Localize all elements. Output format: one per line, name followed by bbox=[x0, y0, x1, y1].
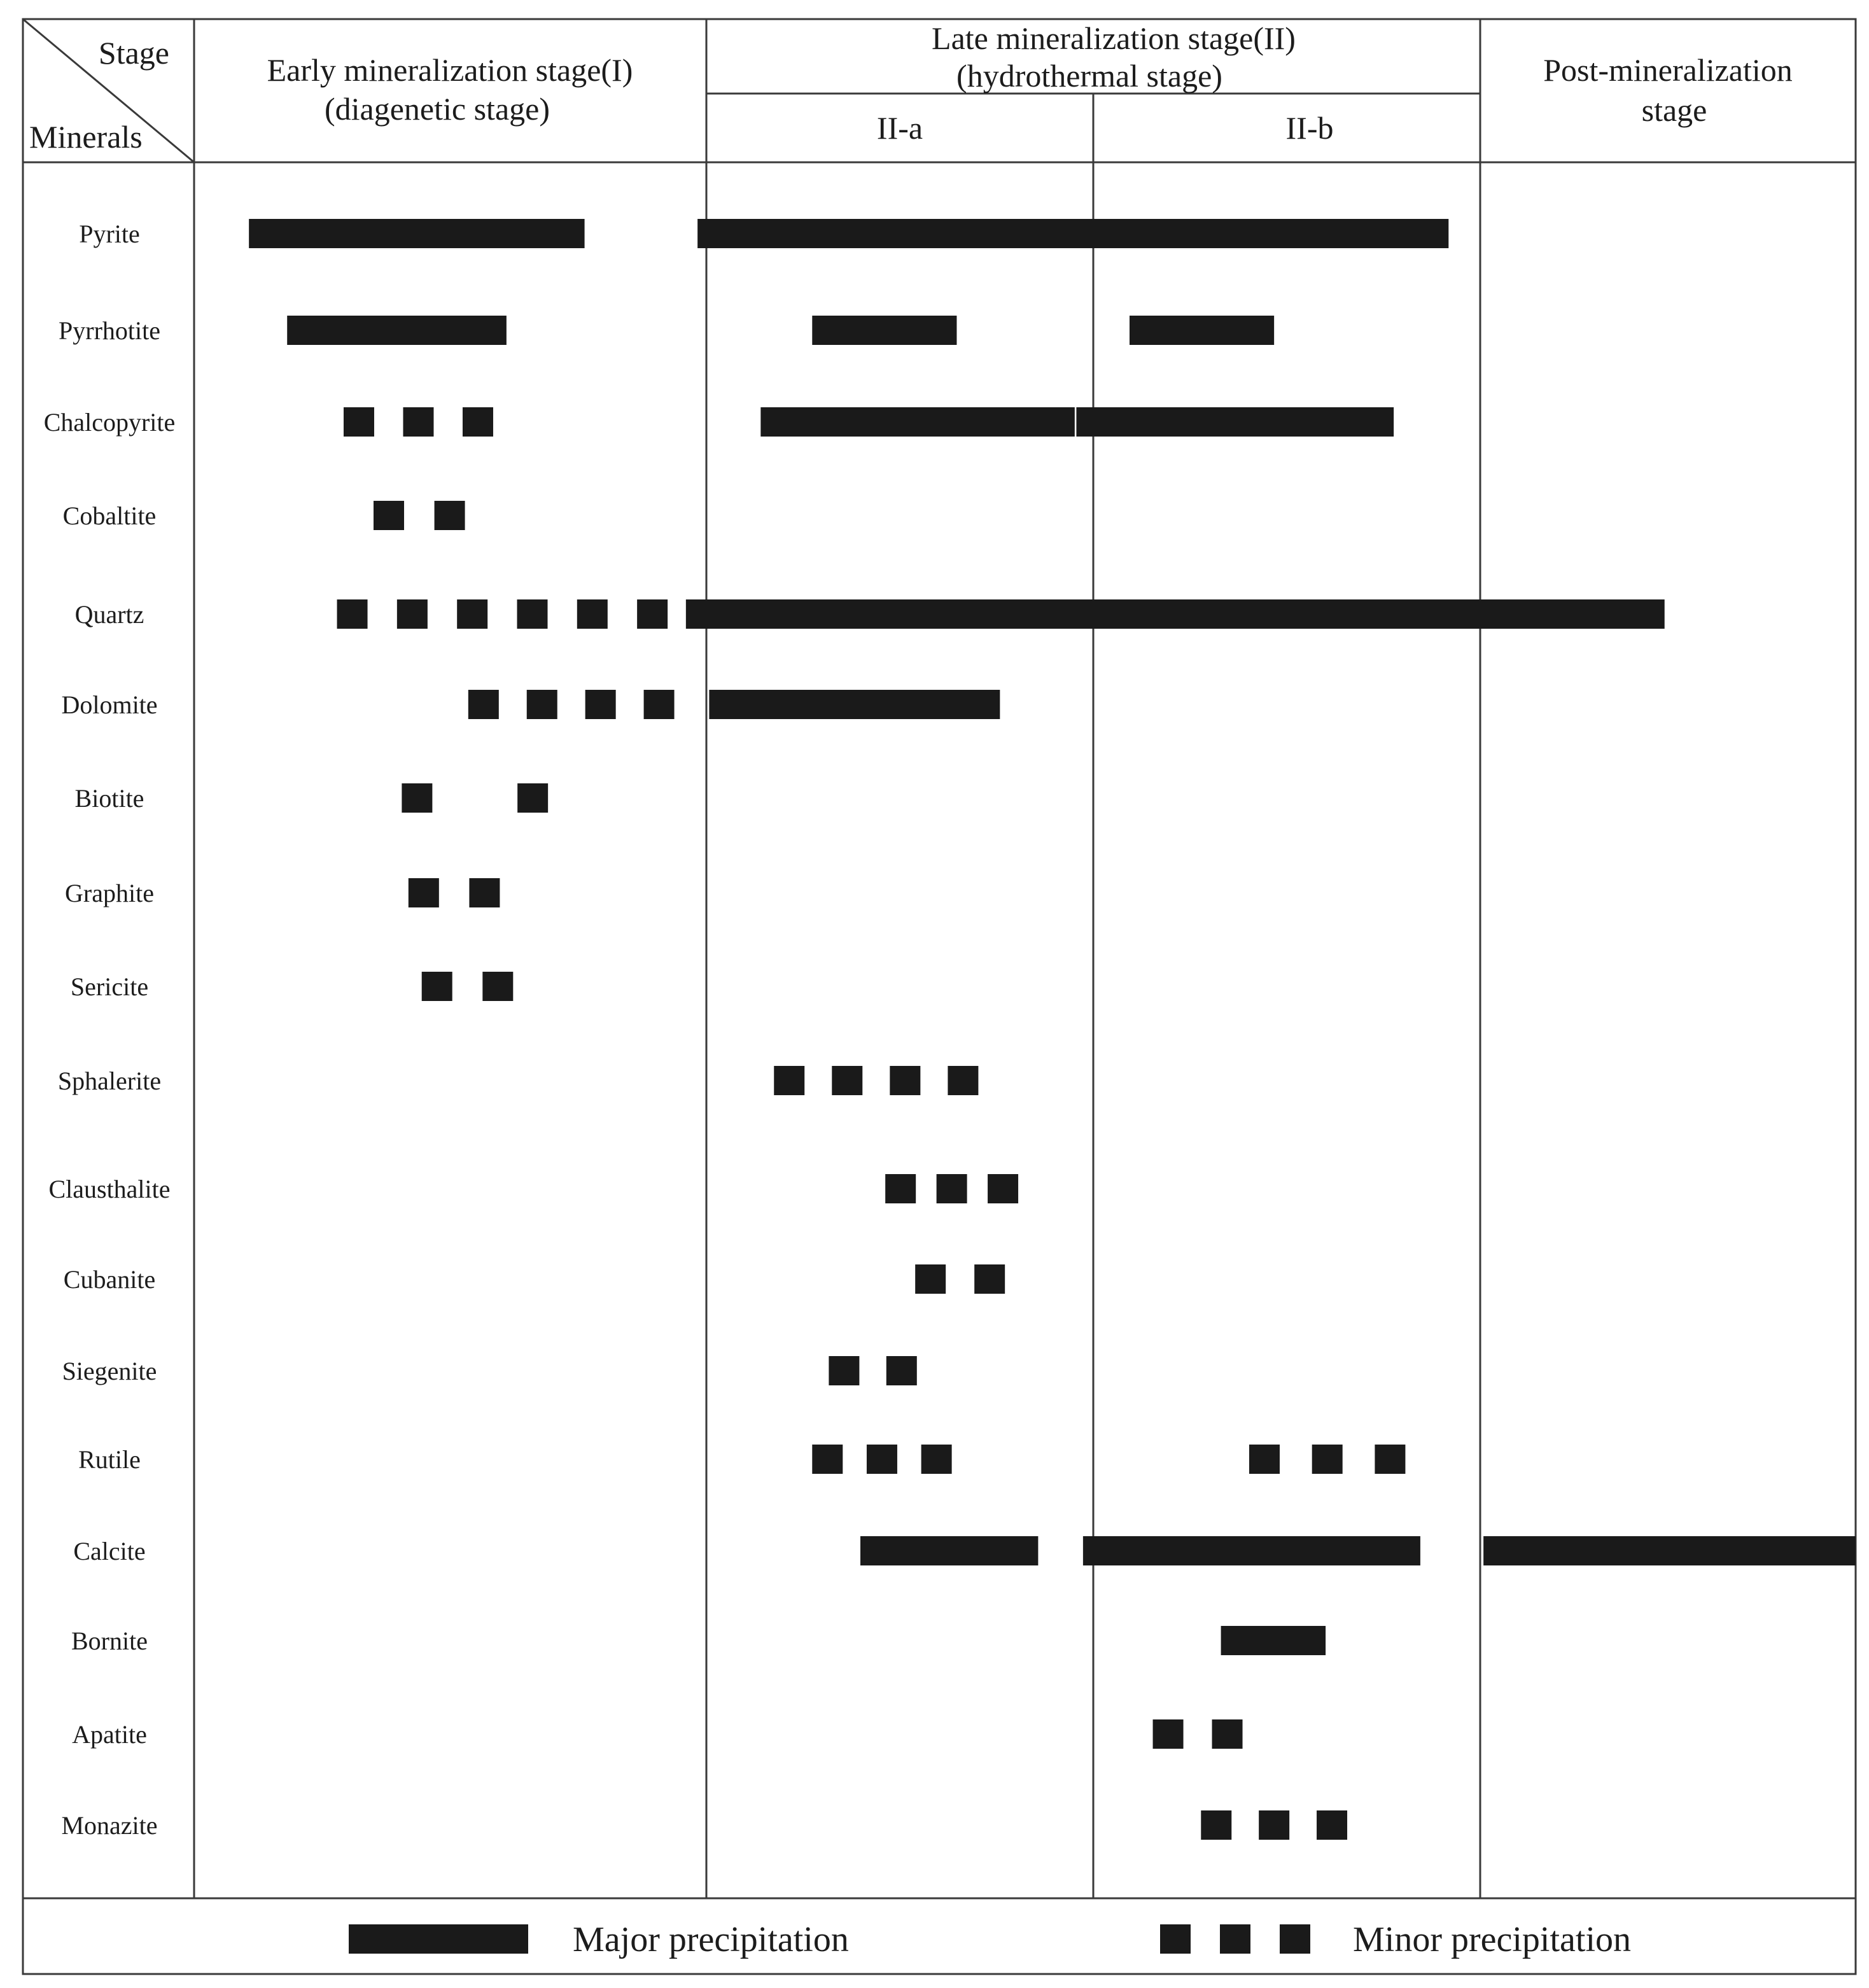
minor-precipitation-mark bbox=[1249, 1445, 1280, 1474]
minor-precipitation-mark bbox=[585, 690, 616, 719]
mineral-row-sphalerite bbox=[58, 1066, 978, 1095]
minor-precipitation-mark bbox=[1212, 1719, 1243, 1749]
minor-precipitation-mark bbox=[397, 599, 428, 629]
minor-precipitation-mark bbox=[948, 1066, 978, 1095]
major-precipitation-bar bbox=[709, 690, 1000, 719]
legend-minor-label: Minor precipitation bbox=[1353, 1920, 1632, 1959]
minor-precipitation-mark bbox=[1375, 1445, 1405, 1474]
mineral-row-bornite bbox=[71, 1626, 1326, 1655]
late-stage-title: Late mineralization stage(II) bbox=[932, 20, 1296, 56]
mineral-row-dolomite bbox=[61, 690, 1000, 719]
mineral-row-pyrite bbox=[79, 219, 1448, 248]
minor-precipitation-mark bbox=[886, 1356, 917, 1385]
mineral-row-calcite bbox=[73, 1536, 1856, 1565]
mineral-label: Graphite bbox=[65, 879, 154, 907]
minor-precipitation-mark bbox=[517, 783, 548, 813]
corner-minerals-label: Minerals bbox=[29, 119, 143, 155]
stage-header bbox=[29, 20, 1793, 155]
major-precipitation-bar bbox=[1083, 1536, 1420, 1565]
minor-precipitation-mark bbox=[921, 1445, 952, 1474]
mineral-row-sericite bbox=[71, 972, 513, 1001]
minor-precipitation-mark bbox=[915, 1264, 946, 1294]
mineral-label: Bornite bbox=[71, 1627, 148, 1655]
minor-precipitation-mark bbox=[527, 690, 557, 719]
mineral-label: Clausthalite bbox=[48, 1175, 171, 1203]
minor-precipitation-mark bbox=[463, 407, 493, 437]
mineral-label: Dolomite bbox=[61, 690, 158, 719]
legend bbox=[349, 1920, 1631, 1959]
minor-precipitation-mark bbox=[469, 878, 500, 907]
major-precipitation-bar bbox=[249, 219, 584, 248]
minor-precipitation-mark bbox=[435, 501, 465, 530]
corner-stage-label: Stage bbox=[98, 35, 169, 71]
minor-precipitation-mark bbox=[829, 1356, 859, 1385]
table-grid bbox=[23, 19, 1856, 1974]
minor-precipitation-mark bbox=[409, 878, 439, 907]
major-precipitation-bar bbox=[1221, 1626, 1326, 1655]
legend-minor-swatch bbox=[1160, 1924, 1310, 1954]
mineral-label: Monazite bbox=[61, 1811, 158, 1840]
legend-minor-mark bbox=[1280, 1924, 1310, 1954]
minor-precipitation-mark bbox=[890, 1066, 920, 1095]
minor-precipitation-mark bbox=[403, 407, 433, 437]
table-border bbox=[23, 19, 1856, 1974]
legend-major-swatch bbox=[349, 1924, 528, 1954]
minor-precipitation-mark bbox=[337, 599, 368, 629]
mineral-row-pyrrhotite bbox=[59, 316, 1274, 345]
minor-precipitation-mark bbox=[644, 690, 675, 719]
minor-precipitation-mark bbox=[812, 1445, 843, 1474]
mineral-label: Pyrrhotite bbox=[59, 316, 160, 345]
major-precipitation-bar bbox=[1076, 407, 1394, 437]
mineral-row-cubanite bbox=[64, 1264, 1005, 1294]
post-stage-subtitle: stage bbox=[1641, 92, 1707, 128]
mineral-rows bbox=[44, 219, 1856, 1840]
minor-precipitation-mark bbox=[422, 972, 452, 1001]
mineral-label: Cobaltite bbox=[62, 501, 157, 530]
minor-precipitation-mark bbox=[637, 599, 668, 629]
mineral-label: Sphalerite bbox=[57, 1067, 162, 1095]
mineral-label: Siegenite bbox=[62, 1357, 157, 1385]
minor-precipitation-mark bbox=[482, 972, 513, 1001]
mineral-row-quartz bbox=[75, 599, 1665, 629]
mineral-row-apatite bbox=[72, 1719, 1242, 1749]
mineral-label: Cubanite bbox=[63, 1265, 156, 1294]
minor-precipitation-mark bbox=[1312, 1445, 1343, 1474]
mineral-label: Sericite bbox=[70, 972, 149, 1001]
mineral-row-monazite bbox=[61, 1810, 1347, 1840]
mineral-row-siegenite bbox=[62, 1356, 917, 1385]
major-precipitation-bar bbox=[686, 599, 1665, 629]
minor-precipitation-mark bbox=[937, 1174, 967, 1203]
legend-minor-mark bbox=[1160, 1924, 1191, 1954]
major-precipitation-bar bbox=[1483, 1536, 1856, 1565]
mineral-label: Chalcopyrite bbox=[43, 408, 176, 437]
legend-major-label: Major precipitation bbox=[573, 1920, 849, 1959]
substage-b-label: II-b bbox=[1285, 110, 1334, 146]
mineral-label: Pyrite bbox=[79, 220, 140, 248]
mineral-label: Rutile bbox=[78, 1445, 141, 1474]
minor-precipitation-mark bbox=[468, 690, 499, 719]
mineral-label: Biotite bbox=[74, 784, 144, 813]
major-precipitation-bar bbox=[697, 219, 1448, 248]
mineral-row-cobaltite bbox=[63, 501, 465, 530]
late-stage-subtitle: (hydrothermal stage) bbox=[956, 58, 1222, 94]
minor-precipitation-mark bbox=[867, 1445, 897, 1474]
legend-minor-mark bbox=[1220, 1924, 1250, 1954]
minor-precipitation-mark bbox=[774, 1066, 804, 1095]
minor-precipitation-mark bbox=[974, 1264, 1005, 1294]
mineral-row-graphite bbox=[65, 878, 500, 907]
post-stage-title: Post-mineralization bbox=[1543, 52, 1793, 88]
mineral-row-chalcopyrite bbox=[44, 407, 1394, 437]
minor-precipitation-mark bbox=[1317, 1810, 1347, 1840]
minor-precipitation-mark bbox=[517, 599, 547, 629]
substage-a-label: II-a bbox=[876, 110, 923, 146]
major-precipitation-bar bbox=[812, 316, 956, 345]
major-precipitation-bar bbox=[860, 1536, 1038, 1565]
major-precipitation-bar bbox=[760, 407, 1074, 437]
mineral-row-biotite bbox=[75, 783, 549, 813]
early-stage-subtitle: (diagenetic stage) bbox=[325, 91, 550, 127]
mineral-label: Calcite bbox=[73, 1537, 146, 1565]
minor-precipitation-mark bbox=[832, 1066, 862, 1095]
major-precipitation-bar bbox=[1130, 316, 1274, 345]
minor-precipitation-mark bbox=[457, 599, 487, 629]
minor-precipitation-mark bbox=[344, 407, 374, 437]
major-precipitation-bar bbox=[287, 316, 507, 345]
mineral-label: Apatite bbox=[72, 1720, 147, 1749]
minor-precipitation-mark bbox=[1201, 1810, 1231, 1840]
minor-precipitation-mark bbox=[577, 599, 608, 629]
minor-precipitation-mark bbox=[1153, 1719, 1184, 1749]
minor-precipitation-mark bbox=[1259, 1810, 1289, 1840]
minor-precipitation-mark bbox=[402, 783, 432, 813]
minor-precipitation-mark bbox=[374, 501, 404, 530]
minor-precipitation-mark bbox=[988, 1174, 1018, 1203]
early-stage-title: Early mineralization stage(I) bbox=[267, 52, 633, 88]
mineral-row-rutile bbox=[78, 1445, 1405, 1474]
minor-precipitation-mark bbox=[885, 1174, 916, 1203]
mineral-label: Quartz bbox=[74, 600, 144, 629]
